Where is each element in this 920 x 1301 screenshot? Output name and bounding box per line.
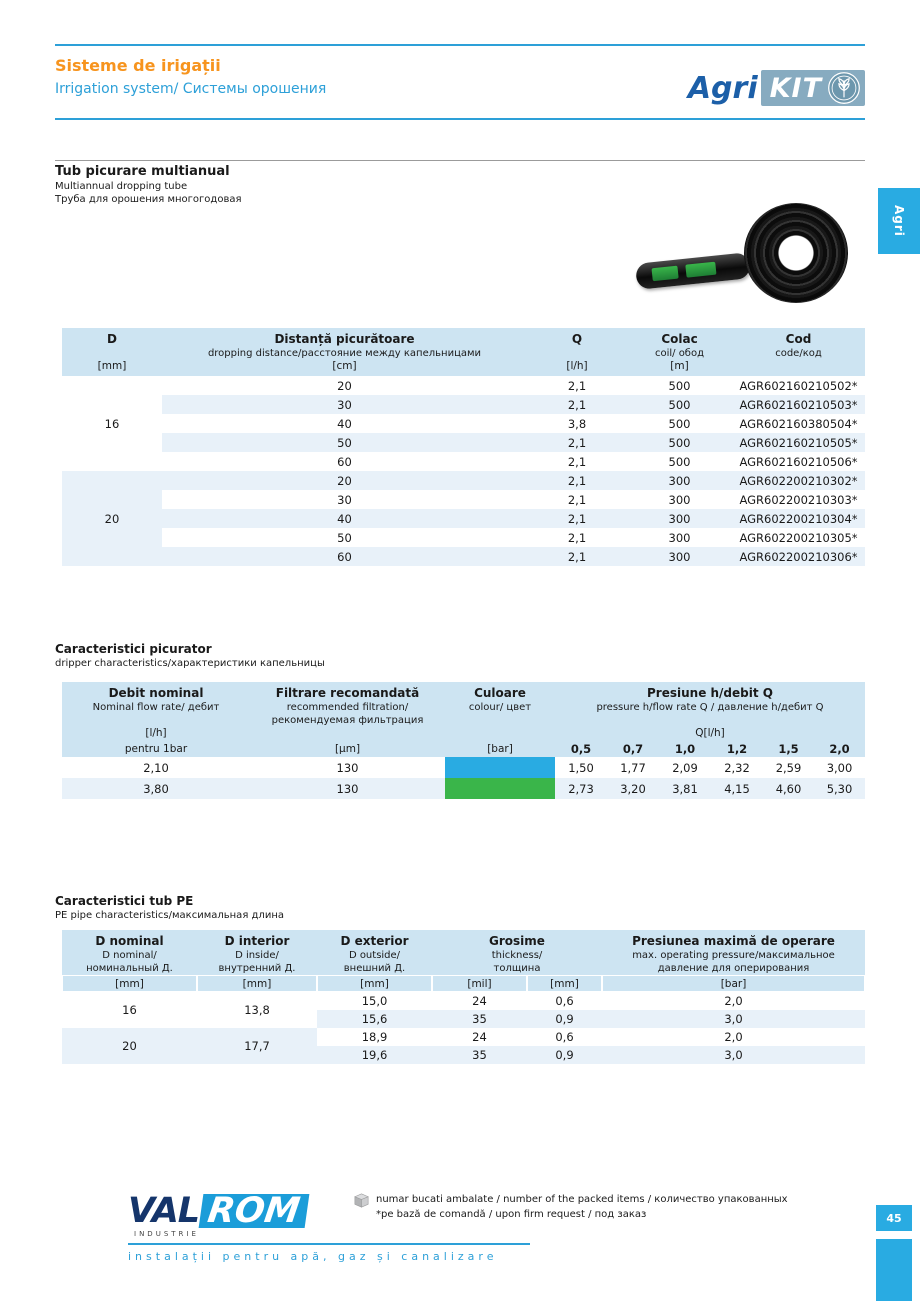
q-cell: 3,8 [567, 416, 587, 431]
pe-pipe-table [62, 930, 865, 1064]
code-cell: AGR602160380504* [739, 416, 858, 431]
logo-agri-text: Agri [687, 70, 758, 106]
table-row [62, 433, 865, 452]
table-row [62, 376, 865, 395]
mil-cell: 35 [432, 1046, 527, 1064]
table2-units-row [62, 740, 865, 757]
coil-cell: 300 [627, 547, 732, 566]
code-cell: AGR602160210506* [739, 454, 858, 469]
dext-unit: [mm] [317, 975, 432, 992]
flow-col-label: 0,7 [607, 740, 659, 757]
table3-header-row [62, 930, 865, 975]
code-cell: AGR602200210306* [732, 547, 865, 566]
d-group-cell: 16 [62, 376, 162, 471]
mm-cell: 0,9 [527, 1046, 602, 1064]
pressure-cell: 5,30 [814, 778, 865, 799]
table-row [62, 471, 865, 490]
table-row [62, 395, 865, 414]
section-title: Caracteristici tub PE [55, 894, 194, 908]
bar-cell: 3,0 [602, 1010, 865, 1028]
mil-cell: 35 [432, 1010, 527, 1028]
coil-cell: 300 [627, 509, 732, 528]
table-row [62, 992, 865, 1010]
section-title: Caracteristici picurator [55, 642, 212, 656]
distance-cell: 60 [162, 547, 527, 566]
pressure-cell: 2,09 [672, 760, 698, 775]
filtration-unit: [μm] [250, 740, 445, 757]
pressure-cell: 4,60 [763, 778, 814, 799]
dext-cell: 15,6 [317, 1010, 432, 1028]
code-cell: AGR602160210505* [732, 433, 865, 452]
valrom-industrie-text: INDUSTRIE [134, 1230, 199, 1238]
flow-col-label: 0,5 [555, 740, 607, 757]
section-rule [55, 160, 865, 161]
col-dint-header: D interior D inside/ внутренний Д. [197, 930, 317, 975]
d-group-cell: 20 [62, 471, 162, 566]
dint-group-cell: 13,8 [197, 992, 317, 1028]
col-distance-header: Distanță picurătoare dropping distance/расстояние между капельницами [cm] [162, 328, 527, 376]
filtration-cell: 130 [250, 778, 445, 799]
top-rule [55, 44, 865, 46]
header-rule [55, 118, 865, 120]
drip-tube-image [635, 252, 751, 290]
logo-kit-box [761, 70, 865, 106]
section-title: Tub picurare multianual [55, 164, 230, 179]
col-dext-header: D exterior D outside/ внешний Д. [317, 930, 432, 975]
col-q-header: Q [l/h] [527, 328, 627, 376]
pressure-cell: 1,50 [568, 760, 594, 775]
q-cell: 2,1 [567, 492, 587, 507]
table1-header-row [62, 328, 865, 376]
section-dripper-header [55, 641, 325, 670]
dripper-characteristics-table [62, 682, 865, 799]
q-cell: 2,1 [567, 454, 587, 469]
mm-cell: 0,9 [527, 1010, 602, 1028]
col-maxpressure-header: Presiunea maximă de operare max. operating pressure/максимальное давление для оперирования [602, 930, 865, 975]
mm-unit: [mm] [527, 975, 602, 992]
tube-coil-image [744, 203, 848, 303]
coil-cell: 500 [627, 395, 732, 414]
on-request-note: *pe bază de comandă / upon firm request / под заказ [376, 1209, 647, 1220]
table2-header-row [62, 682, 865, 740]
tube-label-patch [651, 266, 678, 282]
page-subtitle: Irrigation system/ Системы орошения [55, 81, 327, 97]
section-subtitle-ru: Труба для орошения многогодовая [55, 194, 242, 205]
footer-notes [376, 1192, 856, 1222]
distance-cell: 40 [162, 509, 527, 528]
logo-kit-text: KIT [769, 72, 822, 104]
flow-cell: 2,10 [143, 760, 169, 775]
pressure-cell: 2,32 [724, 760, 750, 775]
distance-cell: 20 [337, 378, 352, 393]
code-cell: AGR602200210303* [739, 492, 858, 507]
flow-cell: 3,80 [62, 778, 250, 799]
valrom-rom-box: ROM [199, 1194, 309, 1228]
pressure-cell: 3,20 [607, 778, 659, 799]
code-cell: AGR602160210503* [732, 395, 865, 414]
col-colour-header: Culoare colour/ цвет [445, 682, 555, 740]
distance-cell: 50 [337, 530, 352, 545]
col-d-header: D [mm] [62, 328, 162, 376]
q-cell: 2,1 [567, 378, 587, 393]
flow-col-label: 1,0 [659, 740, 711, 757]
q-cell: 2,1 [567, 530, 587, 545]
colour-swatch [445, 778, 555, 799]
valrom-wordmark [128, 1191, 307, 1231]
dint-group-cell: 17,7 [197, 1028, 317, 1064]
mm-cell: 0,6 [555, 1030, 574, 1044]
code-cell: AGR602160210502* [739, 378, 858, 393]
col-code-header: Cod code/код [732, 328, 865, 376]
distance-cell: 50 [162, 433, 527, 452]
coil-cell: 300 [668, 492, 691, 507]
page-number-badge: 45 [876, 1205, 912, 1231]
dint-unit: [mm] [197, 975, 317, 992]
col-dnom-header: D nominal D nominal/ номинальный Д. [62, 930, 197, 975]
section-subtitle: PE pipe characteristics/максимальная длина [55, 910, 284, 921]
code-cell: AGR602200210305* [739, 530, 858, 545]
bottom-accent-bar [876, 1239, 912, 1301]
colour-unit: [bar] [445, 740, 555, 757]
q-cell: 2,1 [527, 547, 627, 566]
q-cell: 2,1 [527, 433, 627, 452]
coil-cell: 300 [668, 530, 691, 545]
bar-cell: 2,0 [724, 994, 743, 1008]
bar-unit: [bar] [602, 975, 865, 992]
side-tab-label: Agri [892, 205, 906, 237]
bar-cell: 2,0 [724, 1030, 743, 1044]
coil-cell: 300 [627, 471, 732, 490]
q-cell: 2,1 [527, 471, 627, 490]
table-row [62, 509, 865, 528]
pressure-cell: 2,59 [775, 760, 802, 775]
section-subtitle: dripper characteristics/характеристики капельницы [55, 658, 325, 669]
pressure-cell: 1,77 [620, 760, 646, 775]
flow-unit2: pentru 1bar [62, 740, 250, 757]
q-units-label: Q[l/h] [695, 727, 725, 739]
page-title: Sisteme de irigații [55, 56, 221, 75]
mm-cell: 0,6 [555, 994, 574, 1008]
package-box-icon [352, 1191, 371, 1214]
dext-cell: 18,9 [361, 1030, 388, 1044]
section-subtitle-en: Multiannual dropping tube [55, 181, 188, 192]
distance-cell: 20 [162, 471, 527, 490]
dext-cell: 19,6 [317, 1046, 432, 1064]
table3-units-row [62, 975, 865, 992]
footer-rule [128, 1243, 530, 1245]
flow-col-label: 1,5 [763, 740, 814, 757]
dnom-unit: [mm] [62, 975, 197, 992]
col-filtration-header: Filtrare recomandată recommended filtration/ рекомендуемая фильтрация [250, 682, 445, 740]
section-tube-header [55, 164, 241, 206]
table-row [62, 1028, 865, 1046]
coil-cell: 500 [668, 454, 691, 469]
code-cell: AGR602200210302* [732, 471, 865, 490]
colour-swatch [445, 757, 555, 778]
distance-cell: 30 [162, 395, 527, 414]
distance-cell: 40 [337, 416, 352, 431]
table-row [62, 547, 865, 566]
code-cell: AGR602200210304* [732, 509, 865, 528]
pressure-cell: 4,15 [711, 778, 763, 799]
packed-items-note: numar bucati ambalate / number of the packed items / количество упакованных [376, 1194, 788, 1205]
table-row [62, 757, 865, 778]
table-row [62, 528, 865, 547]
coil-cell: 500 [668, 378, 691, 393]
pressure-cell: 3,81 [659, 778, 711, 799]
tube-label-patch [685, 262, 716, 278]
col-thickness-header: Grosime thickness/ толщина [432, 930, 602, 975]
distance-cell: 60 [337, 454, 352, 469]
coil-cell: 500 [668, 416, 691, 431]
mil-cell: 24 [472, 994, 487, 1008]
bar-cell: 3,0 [602, 1046, 865, 1064]
section-pe-header [55, 893, 284, 922]
table-row [62, 414, 865, 433]
q-cell: 2,1 [527, 395, 627, 414]
pressure-cell: 3,00 [826, 760, 853, 775]
agri-side-tab [878, 188, 920, 254]
table-row [62, 490, 865, 509]
col-coil-header: Colac coil/ обод [m] [627, 328, 732, 376]
dnom-group-cell: 20 [62, 1028, 197, 1064]
mil-cell: 24 [472, 1030, 487, 1044]
col-flow-header: Debit nominal Nominal flow rate/ дебит [l/h] [62, 682, 250, 740]
valrom-val-text: VAL [128, 1191, 200, 1231]
agrikit-logo [688, 68, 865, 108]
drip-tube-table [62, 328, 865, 566]
col-pressure-header: Presiune h/debit Q pressure h/flow rate Q / давление h/дебит Q Q[l/h] [555, 682, 865, 740]
dext-cell: 15,0 [361, 994, 388, 1008]
table-row [62, 778, 865, 799]
q-cell: 2,1 [527, 509, 627, 528]
pressure-cell: 2,73 [555, 778, 607, 799]
flow-col-label: 1,2 [711, 740, 763, 757]
wheat-emblem-icon [827, 71, 861, 105]
valrom-logo [128, 1191, 307, 1238]
flow-col-label: 2,0 [814, 740, 865, 757]
coil-cell: 500 [627, 433, 732, 452]
filtration-cell: 130 [336, 760, 359, 775]
table-row [62, 452, 865, 471]
mil-unit: [mil] [432, 975, 527, 992]
distance-cell: 30 [337, 492, 352, 507]
dnom-group-cell: 16 [62, 992, 197, 1028]
valrom-tagline: instalații pentru apă, gaz și canalizare [128, 1250, 498, 1263]
